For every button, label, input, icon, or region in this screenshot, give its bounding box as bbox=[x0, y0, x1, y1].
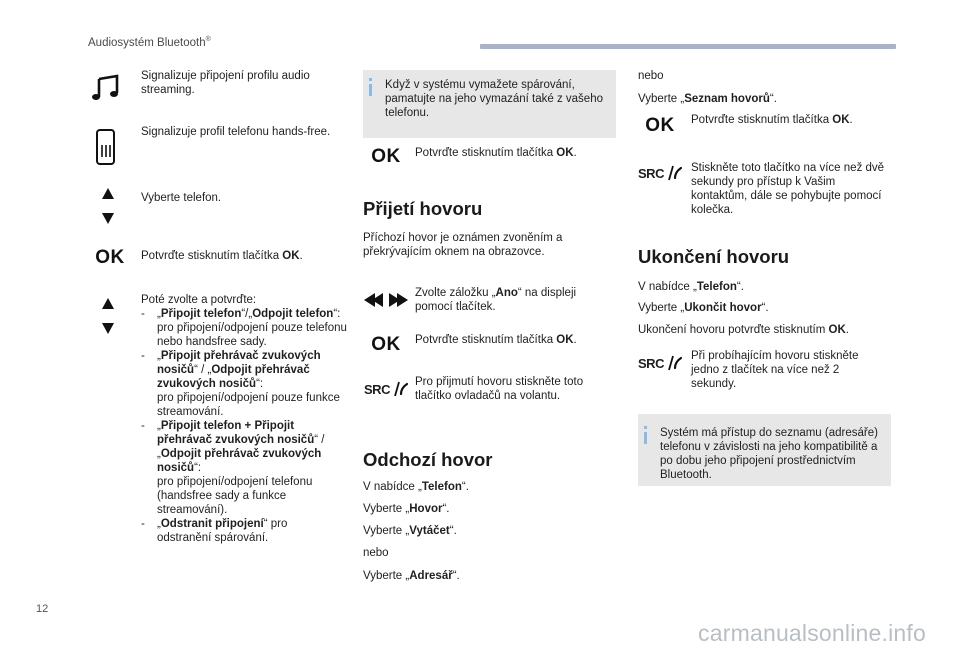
confirm-ok: OK bbox=[556, 334, 574, 346]
menu-pre: V nabídce „ bbox=[638, 281, 697, 293]
info-note-text: Když v systému vymažete spárování, pamatujte na jeho vymazání také z vašeho telefonu. bbox=[385, 79, 603, 119]
music-note-icon bbox=[90, 72, 122, 104]
page-header bbox=[88, 36, 211, 49]
confirm-post: . bbox=[573, 147, 577, 159]
option-desc: pro připojení/odpojení telefonu (handsfree sady a funkce streamování). bbox=[157, 476, 313, 516]
outgoing-call-heading: Odchozí hovor bbox=[363, 449, 493, 470]
menu-post: “. bbox=[461, 481, 469, 493]
separator: “/„ bbox=[241, 308, 253, 320]
then-select-block bbox=[141, 293, 351, 545]
accept-call-text: Pro přijmutí hovoru stiskněte toto tlačítko ovladačů na volantu. bbox=[415, 376, 584, 402]
list-item bbox=[141, 419, 351, 517]
registered-mark: ® bbox=[205, 36, 211, 43]
quote-end: “. bbox=[761, 302, 769, 314]
option-bold: Odpojit telefon bbox=[252, 308, 334, 320]
select-pre: Vyberte „ bbox=[363, 503, 410, 515]
quote-end: “. bbox=[449, 525, 457, 537]
select-vytacet-text bbox=[363, 524, 457, 538]
option-bold: Připojit telefon + Připojit přehrávač zvukových nosičů bbox=[157, 420, 315, 446]
ok-button-icon: OK bbox=[371, 146, 401, 167]
confirm-pre: Potvrďte stisknutím tlačítka bbox=[415, 147, 557, 159]
end-call-heading: Ukončení hovoru bbox=[638, 246, 790, 267]
option-vytacet: Vytáčet bbox=[409, 525, 450, 537]
menu-post: “. bbox=[736, 281, 744, 293]
tab-post: “ na displeji pomocí tlačítek. bbox=[415, 287, 577, 313]
separator: “ / „ bbox=[157, 434, 325, 460]
tab-pre: Zvolte záložku „ bbox=[415, 287, 496, 299]
select-phone-text: Vyberte telefon. bbox=[141, 192, 222, 204]
info-icon bbox=[644, 432, 647, 444]
option-adresar: Adresář bbox=[409, 570, 453, 582]
menu-telefon-text bbox=[638, 280, 744, 294]
src-phone-button-icon bbox=[637, 162, 683, 184]
end-confirm-pre: Ukončení hovoru potvrďte stisknutím bbox=[638, 324, 829, 336]
confirm-post: . bbox=[299, 250, 303, 262]
quote: “: bbox=[333, 308, 341, 320]
then-text: Poté zvolte a potvrďte: bbox=[141, 294, 257, 306]
quote: “: bbox=[194, 462, 202, 474]
option-desc: pro připojení/odpojení pouze funkce streamování. bbox=[157, 392, 340, 418]
option-hovor: Hovor bbox=[409, 503, 443, 515]
confirm-ok: OK bbox=[556, 147, 574, 159]
connection-options-list bbox=[141, 307, 351, 545]
select-pre: Vyberte „ bbox=[638, 302, 685, 314]
quote: “: bbox=[256, 378, 264, 390]
quote-end: “. bbox=[442, 503, 450, 515]
select-seznam-text bbox=[638, 92, 777, 106]
contacts-text: Stiskněte toto tlačítko na více než dvě sekundy pro přístup k Vašim kontaktům, dále se pohybujte pomocí kolečka. bbox=[691, 162, 885, 216]
left-right-arrows-icon bbox=[364, 290, 408, 310]
list-item bbox=[141, 517, 351, 545]
quote: „ bbox=[157, 350, 161, 362]
ok-button-icon: OK bbox=[645, 115, 675, 136]
src-phone-button-icon bbox=[637, 352, 683, 374]
header-title: Audiosystém Bluetooth bbox=[88, 36, 206, 49]
during-call-text: Při probíhajícím hovoru stiskněte jedno z tlačítek na více než 2 sekundy. bbox=[691, 350, 859, 390]
confirm-post: . bbox=[573, 334, 577, 346]
list-item bbox=[141, 307, 351, 349]
select-hovor-text bbox=[363, 502, 450, 516]
option-bold: Připojit telefon bbox=[160, 308, 242, 320]
confirm-ok: OK bbox=[832, 114, 850, 126]
quote: „ bbox=[157, 308, 161, 320]
quote: „ bbox=[157, 518, 161, 530]
src-phone-button-icon bbox=[363, 378, 409, 400]
up-down-arrows-icon bbox=[98, 296, 118, 336]
info-note bbox=[363, 70, 616, 138]
confirm-text bbox=[691, 113, 891, 127]
confirm-text bbox=[415, 146, 615, 160]
confirm-pre: Potvrďte stisknutím tlačítka bbox=[141, 250, 283, 262]
or-text: nebo bbox=[363, 547, 389, 559]
list-item bbox=[141, 349, 351, 419]
incoming-call-text: Příchozí hovor je oznámen zvoněním a překrývajícím oknem na obrazovce. bbox=[363, 232, 563, 258]
option-bold: Odpojit přehrávač zvukových nosičů bbox=[157, 364, 310, 390]
menu-telefon-text bbox=[363, 480, 469, 494]
option-desc: pro připojení/odpojení pouze telefonu nebo handsfree sady. bbox=[157, 322, 347, 348]
menu-telefon: Telefon bbox=[696, 281, 737, 293]
end-confirm-post: . bbox=[845, 324, 849, 336]
option-bold: Odpojit přehrávač zvukových nosičů bbox=[157, 448, 322, 474]
ok-button-icon: OK bbox=[95, 247, 125, 268]
confirm-pre: Potvrďte stisknutím tlačítka bbox=[415, 334, 557, 346]
src-label: SRC bbox=[638, 355, 664, 371]
confirm-text bbox=[415, 333, 615, 347]
watermark: carmanualsonline.info bbox=[698, 620, 926, 646]
tab-ano: Ano bbox=[495, 287, 518, 299]
option-bold: Připojit přehrávač zvukových nosičů bbox=[157, 350, 321, 376]
select-adresar-text bbox=[363, 569, 460, 583]
end-confirm-text bbox=[638, 323, 849, 337]
confirm-ok: OK bbox=[282, 250, 300, 262]
quote: “ pro bbox=[263, 518, 288, 530]
select-pre: Vyberte „ bbox=[638, 93, 685, 105]
info-note bbox=[638, 414, 891, 486]
option-seznam: Seznam hovorů bbox=[684, 93, 770, 105]
quote: „ bbox=[157, 420, 161, 432]
audio-streaming-text: Signalizuje připojení profilu audio streaming. bbox=[141, 70, 310, 96]
separator: “ / „ bbox=[194, 364, 212, 376]
info-note-text: Systém má přístup do seznamu (adresáře) telefonu v závislosti na jeho kompatibilitě a po dobu jeho připojení prostřednictvím Bluetooth. bbox=[660, 427, 878, 481]
select-pre: Vyberte „ bbox=[363, 525, 410, 537]
option-desc: odstranění spárování. bbox=[157, 532, 269, 544]
incoming-call-heading: Přijetí hovoru bbox=[363, 198, 483, 219]
quote-end: “. bbox=[769, 93, 777, 105]
confirm-post: . bbox=[849, 114, 853, 126]
confirm-pre: Potvrďte stisknutím tlačítka bbox=[691, 114, 833, 126]
select-end-text bbox=[638, 301, 769, 315]
src-label: SRC bbox=[638, 165, 664, 181]
menu-pre: V nabídce „ bbox=[363, 481, 422, 493]
up-down-arrows-icon bbox=[98, 186, 118, 226]
info-icon bbox=[369, 84, 372, 96]
option-bold: Odstranit připojení bbox=[160, 518, 264, 530]
src-label: SRC bbox=[364, 381, 390, 397]
menu-telefon: Telefon bbox=[421, 481, 462, 493]
confirm-text bbox=[141, 249, 341, 263]
handsfree-text: Signalizuje profil telefonu hands-free. bbox=[141, 126, 331, 138]
end-confirm-ok: OK bbox=[828, 324, 846, 336]
select-tab-text bbox=[415, 286, 605, 314]
quote-end: “. bbox=[452, 570, 460, 582]
page-number: 12 bbox=[36, 603, 49, 615]
mobile-phone-icon bbox=[92, 128, 120, 166]
header-bar bbox=[480, 44, 896, 49]
or-text: nebo bbox=[638, 70, 664, 82]
option-ukoncit: Ukončit hovor bbox=[684, 302, 762, 314]
select-pre: Vyberte „ bbox=[363, 570, 410, 582]
ok-button-icon: OK bbox=[371, 334, 401, 355]
